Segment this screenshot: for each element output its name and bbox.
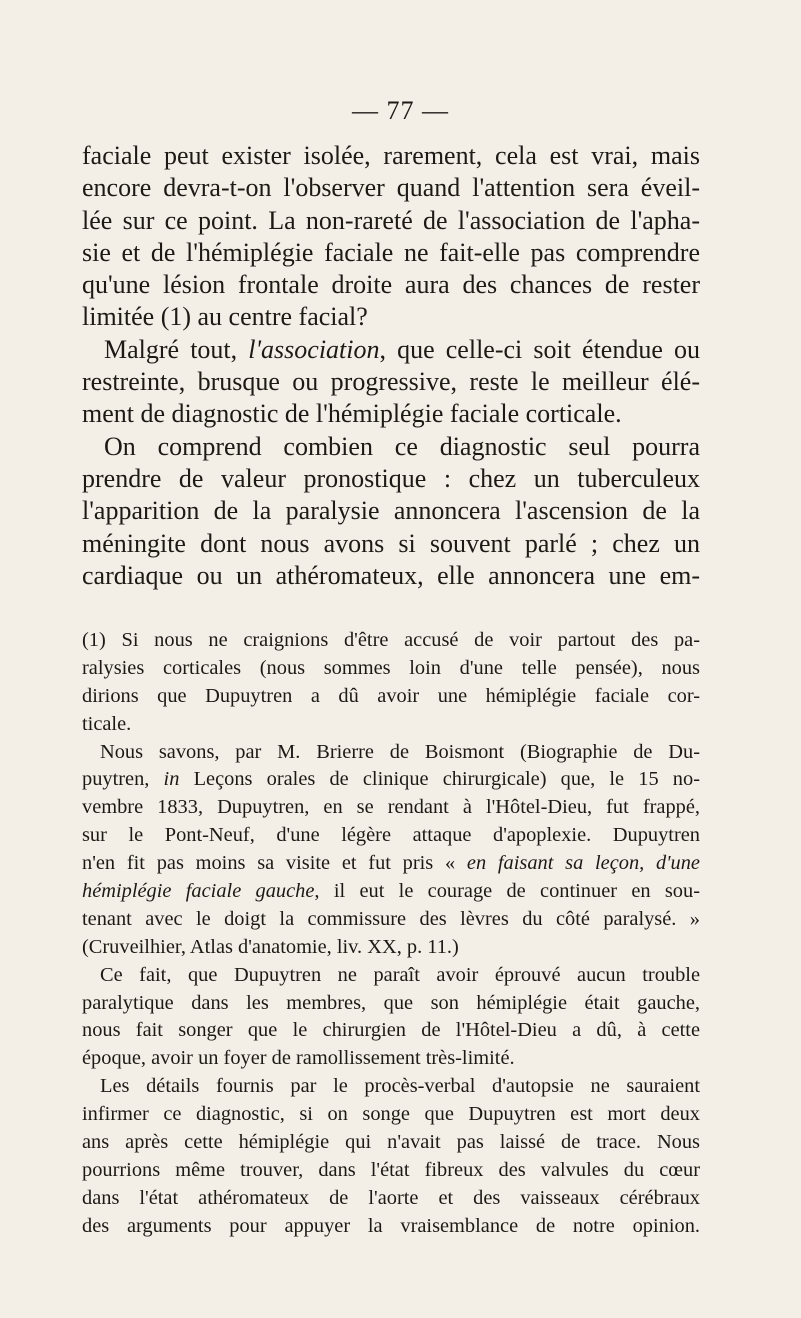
text-run: Malgré tout,	[104, 334, 249, 364]
body-line: encore devra-t-on l'observer quand l'attention sera éveil-	[82, 173, 700, 203]
footnote-line: paralytique dans les membres, que son hémiplégie était gauche,	[82, 991, 700, 1014]
text-run: , il eut le courage de continuer en sou-	[314, 880, 700, 903]
footnote-line	[82, 766, 700, 794]
footnote-line: Nous savons, par M. Brierre de Boismont (Biographie de Du-	[100, 740, 700, 763]
footnote-line	[82, 850, 700, 878]
body-line: méningite dont nous avons si souvent parlé ; chez un	[82, 528, 700, 558]
body-line: prendre de valeur pronostique : chez un tuberculeux	[82, 463, 700, 493]
footnote-line: époque, avoir un foyer de ramollissement très-limité.	[82, 1047, 515, 1070]
footnote-line: (1) Si nous ne craignions d'être accusé de voir partout des pa-	[82, 629, 700, 651]
footnote-line: tenant avec le doigt la commissure des lèvres du côté paralysé. »	[82, 907, 700, 930]
body-line: On comprend combien ce diagnostic seul pourra	[104, 431, 700, 461]
text-run: , que celle-ci soit étendue ou	[379, 334, 700, 364]
page-number: — 77 —	[352, 96, 449, 125]
body-line: qu'une lésion frontale droite aura des chances de rester	[82, 270, 700, 300]
body-line: cardiaque ou un athéromateux, elle annoncera une em-	[82, 560, 700, 590]
italic-term: l'association	[248, 334, 380, 364]
text-run: Leçons orales de clinique chirurgicale) que, le 15 no-	[179, 768, 700, 791]
body-line: sie et de l'hémiplégie faciale ne fait-elle pas comprendre	[82, 237, 700, 267]
footnote-line: (Cruveilhier, Atlas d'anatomie, liv. XX, p. 11.)	[82, 935, 459, 958]
footnote-line: nous fait songer que le chirurgien de l'Hôtel-Dieu a dû, à cette	[82, 1019, 700, 1042]
main-text	[82, 140, 700, 592]
footnote	[82, 627, 700, 1241]
footnote-line: dans l'état athéromateux de l'aorte et des vaisseaux cérébraux	[82, 1186, 700, 1209]
footnote-line: ans après cette hémiplégie qui n'avait pas laissé de trace. Nous	[82, 1131, 700, 1154]
footnote-line: dirions que Dupuytren a dû avoir une hémiplégie faciale cor-	[82, 684, 700, 707]
footnote-line: Ce fait, que Dupuytren ne paraît avoir éprouvé aucun trouble	[100, 963, 700, 986]
body-line: l'apparition de la paralysie annoncera l'ascension de la	[82, 496, 700, 526]
footnote-line: ralysies corticales (nous sommes loin d'une telle pensée), nous	[82, 656, 700, 679]
body-line: faciale peut exister isolée, rarement, cela est vrai, mais	[82, 141, 700, 170]
footnote-line: infirmer ce diagnostic, si on songe que Dupuytren est mort deux	[82, 1103, 700, 1126]
footnote-line: des arguments pour appuyer la vraisemblance de notre opinion.	[82, 1214, 700, 1237]
italic-term: in	[163, 768, 180, 791]
text-run: puytren,	[82, 768, 164, 791]
footnote-line: ticale.	[82, 712, 132, 735]
italic-quote: hémiplégie faciale gauche	[82, 880, 315, 903]
text-run: n'en fit pas moins sa visite et fut pris «	[82, 852, 467, 875]
body-line	[82, 334, 700, 366]
body-line: ment de diagnostic de l'hémiplégie faciale corticale.	[82, 399, 622, 429]
body-line: limitée (1) au centre facial?	[82, 302, 368, 332]
body-line: lée sur ce point. La non-rareté de l'association de l'apha-	[82, 205, 700, 235]
body-line: restreinte, brusque ou progressive, reste le meilleur élé-	[82, 367, 700, 397]
footnote-line: vembre 1833, Dupuytren, en se rendant à l'Hôtel-Dieu, fut frappé,	[82, 796, 700, 819]
footnote-line	[82, 878, 700, 906]
footnote-line: sur le Pont-Neuf, d'une légère attaque d'apoplexie. Dupuytren	[82, 824, 700, 847]
footnote-line: pourrions même trouver, dans l'état fibreux des valvules du cœur	[82, 1158, 700, 1181]
footnote-line: Les détails fournis par le procès-verbal d'autopsie ne sauraient	[100, 1075, 700, 1098]
italic-quote: en faisant sa leçon, d'une	[466, 852, 700, 875]
